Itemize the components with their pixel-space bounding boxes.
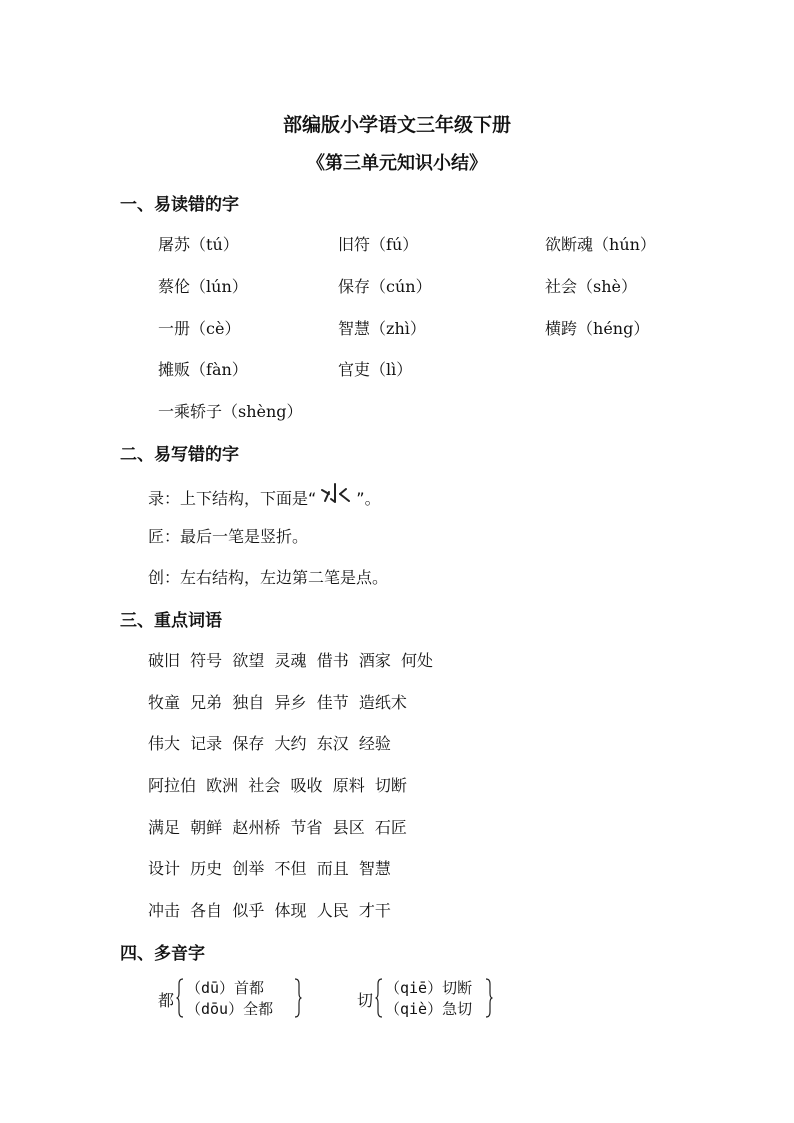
right-brace-icon xyxy=(294,978,302,1018)
section-heading-3: 三、重点词语 xyxy=(120,611,222,631)
right-brace-icon xyxy=(485,978,493,1018)
polyphone-char: 切 xyxy=(357,991,374,1010)
reading-item: 智慧（zhì） xyxy=(338,319,426,338)
polyphone-reading: （dū）首都 xyxy=(186,979,265,997)
vocab-line: 阿拉伯 欧洲 社会 吸收 原料 切断 xyxy=(148,776,407,795)
vocab-line: 设计 历史 创举 不但 而且 智慧 xyxy=(148,859,391,878)
section-heading-4: 四、多音字 xyxy=(120,944,205,964)
reading-item: 一册（cè） xyxy=(158,319,241,338)
polyphone-reading: （qiē）切断 xyxy=(385,979,473,997)
reading-item: 旧符（fú） xyxy=(338,235,419,254)
vocab-line: 冲击 各自 似乎 体现 人民 才干 xyxy=(148,901,391,920)
reading-item: 摊贩（fàn） xyxy=(158,360,248,379)
page-subtitle: 《第三单元知识小结》 xyxy=(307,153,487,174)
reading-item: 社会（shè） xyxy=(545,277,638,296)
reading-item: 屠苏（tú） xyxy=(158,235,239,254)
vocab-line: 牧童 兄弟 独自 异乡 佳节 造纸术 xyxy=(148,693,407,712)
vocab-line: 破旧 符号 欲望 灵魂 借书 酒家 何处 xyxy=(148,651,434,670)
polyphone-reading: （qiè）急切 xyxy=(385,1000,473,1018)
reading-item: 欲断魂（hún） xyxy=(545,235,656,254)
writing-note: 匠：最后一笔是竖折。 xyxy=(148,527,309,546)
writing-note: 创：左右结构，左边第二笔是点。 xyxy=(148,568,389,587)
reading-item: 保存（cún） xyxy=(338,277,432,296)
left-brace-icon xyxy=(375,978,383,1018)
section-heading-2: 二、易写错的字 xyxy=(120,445,239,465)
reading-item: 一乘轿子（shèng） xyxy=(158,402,303,421)
left-brace-icon xyxy=(176,978,184,1018)
reading-item: 横跨（héng） xyxy=(545,319,650,338)
polyphone-group xyxy=(357,978,517,1022)
writing-note: 录：上下结构，下面是“ ”。 xyxy=(148,486,381,509)
polyphone-group xyxy=(158,978,318,1022)
page-title: 部编版小学语文三年级下册 xyxy=(282,114,511,136)
reading-item: 蔡伦（lún） xyxy=(158,277,248,296)
vocab-line: 伟大 记录 保存 大约 东汉 经验 xyxy=(148,734,391,753)
polyphone-reading: （dōu）全都 xyxy=(186,1000,274,1018)
section-heading-1: 一、易读错的字 xyxy=(120,195,239,215)
polyphone-char: 都 xyxy=(158,991,175,1010)
reading-item: 官吏（lì） xyxy=(338,360,413,379)
vocab-line: 满足 朝鲜 赵州桥 节省 县区 石匠 xyxy=(148,818,407,837)
character-component-glyph xyxy=(316,488,356,508)
